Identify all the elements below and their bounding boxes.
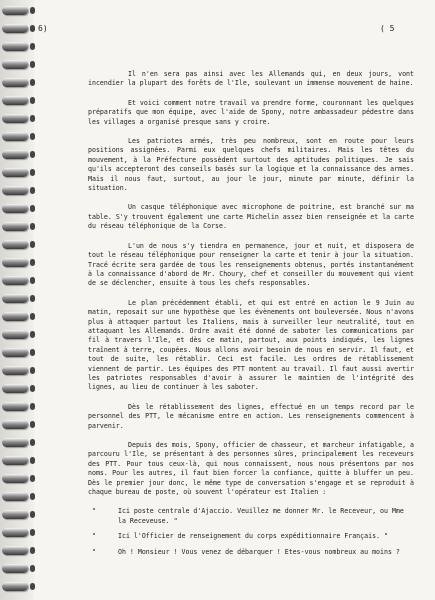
binding-ring [2,510,28,519]
binding-hole [30,457,35,464]
binding-hole [30,97,35,104]
dialogue-line [88,532,414,541]
binding-ring [2,384,28,393]
binding-ring [2,402,28,411]
binding-ring [2,42,28,51]
binding-ring [2,420,28,429]
binding-ring [2,114,28,123]
binding-ring [2,6,28,15]
binding-ring [2,222,28,231]
binding-ring [2,276,28,285]
binding-hole [30,403,35,410]
binding-ring [2,24,28,33]
binding-ring [2,456,28,465]
dialogue-text: Ici poste centrale d'Ajaccio. Veuillez me donner Mr. le Receveur, ou Mme la Receveuse. " [118,507,404,525]
binding-ring [2,312,28,321]
binding-ring [2,96,28,105]
paragraph-6: Le plan précédemment établi, et qui est entré en action le 9 Juin au matin, reposait sur une hypothèse que les évènements ont bouleversée. Nous n'avons plus à attaquer partout les Italiens, mais à surveiller leur neutralité, tout en attaquant les Allemands. Ordre avait été donné de saboter les communications par fil à travers l'Ile, et dès ce matin, partout, aux points indiqués, les lignes traînent à terre, coupées. Nous allons avoir besoin de nous en servir. Il faut, et tout de suite, les rétablir. Ceci est facile. Les ordres de rétablissement viennent de partir. Les équipes des PTT montent au travail. Il faut aussi avertir les patriotes responsables d'avoir à assurer le maintien de l'intégrité des lignes, au lieu de continuer à les saboter. [88,298,414,392]
binding-hole [30,151,35,158]
binding-ring [2,438,28,447]
binding-ring [2,564,28,573]
binding-ring [2,132,28,141]
binding-hole [30,367,35,374]
quote-marker: " [92,547,96,556]
binding-hole [30,79,35,86]
binding-ring [2,528,28,537]
dialogue-line [88,507,414,526]
paragraph-3: Les patriotes armés, très peu nombreux, sont en route pour leurs positions assignées. Parmi eux quelques chefs militaires. Mais les têtes du mouvement, à la Préfecture possèdent surtout des aptitudes politiques. Je sais qu'ils accepteront des conseils basés sur la logique et la connaissance des armes. Mais il nous faut, surtout, au jour le jour, minute par minute, définir la situation. [88,137,414,193]
binding-hole [30,565,35,572]
binding-ring [2,582,28,591]
binding-hole [30,313,35,320]
binding-hole [30,187,35,194]
paragraph-7: Dès le rétablissement des lignes, effectué en un temps record par le personnel des PTT, le mécanisme entre en action. Les renseignements commencent à parvenir. [88,402,414,430]
binding-hole [30,511,35,518]
binding-hole [30,43,35,50]
binding-ring [2,60,28,69]
binding-ring [2,168,28,177]
binding-ring [2,204,28,213]
paragraph-4: Un casque téléphonique avec microphone de poitrine, est branché sur ma table. S'y trouvent également une carte Michelin assez bien renseignée et la carte du réseau téléphonique de la Corse. [88,203,414,231]
binding-hole [30,169,35,176]
binding-ring [2,258,28,267]
document-body [88,70,414,563]
binding-ring [2,366,28,375]
binding-ring [2,546,28,555]
paragraph-5: L'un de nous s'y tiendra en permanence, jour et nuit, et disposera de tout le réseau téléphonique pour renseigner la carte et tenir à jour la situation. Tracé écrite sera gardée de tous les renseignements obtenus, portés instantanément à la connaissance d'abord de Mr. Choury, chef et conseiller du mouvement qui vient de se déclencher, ensuite à tous les chefs responsables. [88,241,414,288]
binding-hole [30,529,35,536]
binding-hole [30,133,35,140]
binding-hole [30,25,35,32]
dialogue-text: Ici l'Officier de renseignement du corps expéditionnaire Français. " [118,532,388,541]
binding-hole [30,583,35,590]
binding-ring [2,474,28,483]
dialogue-line [88,548,414,557]
quote-marker: " [92,532,96,541]
dialogue-list [88,507,414,557]
binding-ring [2,330,28,339]
binding-hole [30,475,35,482]
paragraph-8: Depuis des mois, Spony, officier de chasseur, et marcheur infatigable, a parcouru l'Ile, se présentant à des personnes sûres, principalement les receveurs des PTT. Pour tous ceux-là, qui nous connaissent, nous nous présentons par nos noms. Pour les autres, il faut bien forcer la confiance, quitte à bluffer un peu. Dès le premier jour donc, le même type de conversation s'engage et se reproduit à chaque bureau de poste, où souvent l'opérateur est Italien : [88,441,414,497]
binding-hole [30,331,35,338]
binding-hole [30,439,35,446]
binding-hole [30,277,35,284]
page-number-left: 6) [38,24,48,33]
binding-ring [2,150,28,159]
binding-hole [30,259,35,266]
dialogue-text: Oh ! Monsieur ! Vous venez de débarquer ! Etes-vous nombreux au moins ? [118,547,400,556]
binding-ring [2,492,28,501]
binding-hole [30,547,35,554]
binding-ring [2,294,28,303]
binding-hole [30,115,35,122]
binding-hole [30,385,35,392]
binding-hole [30,223,35,230]
binding-hole [30,421,35,428]
binding-hole [30,7,35,14]
binding-hole [30,295,35,302]
binding-hole [30,493,35,500]
binding-hole [30,61,35,68]
binding-ring [2,186,28,195]
paragraph-2: Et voici comment notre travail va prendre forme, couronnant les quelques préparatifs que mon équipe, avec l'aide de Spony, notre ambassadeur pédestre dans les villages a organisé presque sans y croire. [88,98,414,126]
page-number-right: ( 5 [380,24,395,33]
binding-ring [2,78,28,87]
binding-hole [30,205,35,212]
binding-ring [2,240,28,249]
binding-ring [2,348,28,357]
binding-hole [30,241,35,248]
paragraph-1: Il n'en sera pas ainsi avec les Allemands qui, en deux jours, vont incendier la plupart des forêts de l'Ile, soulevant un immense mouvement de haine. [88,70,414,88]
quote-marker: " [92,507,96,516]
binding-hole [30,349,35,356]
